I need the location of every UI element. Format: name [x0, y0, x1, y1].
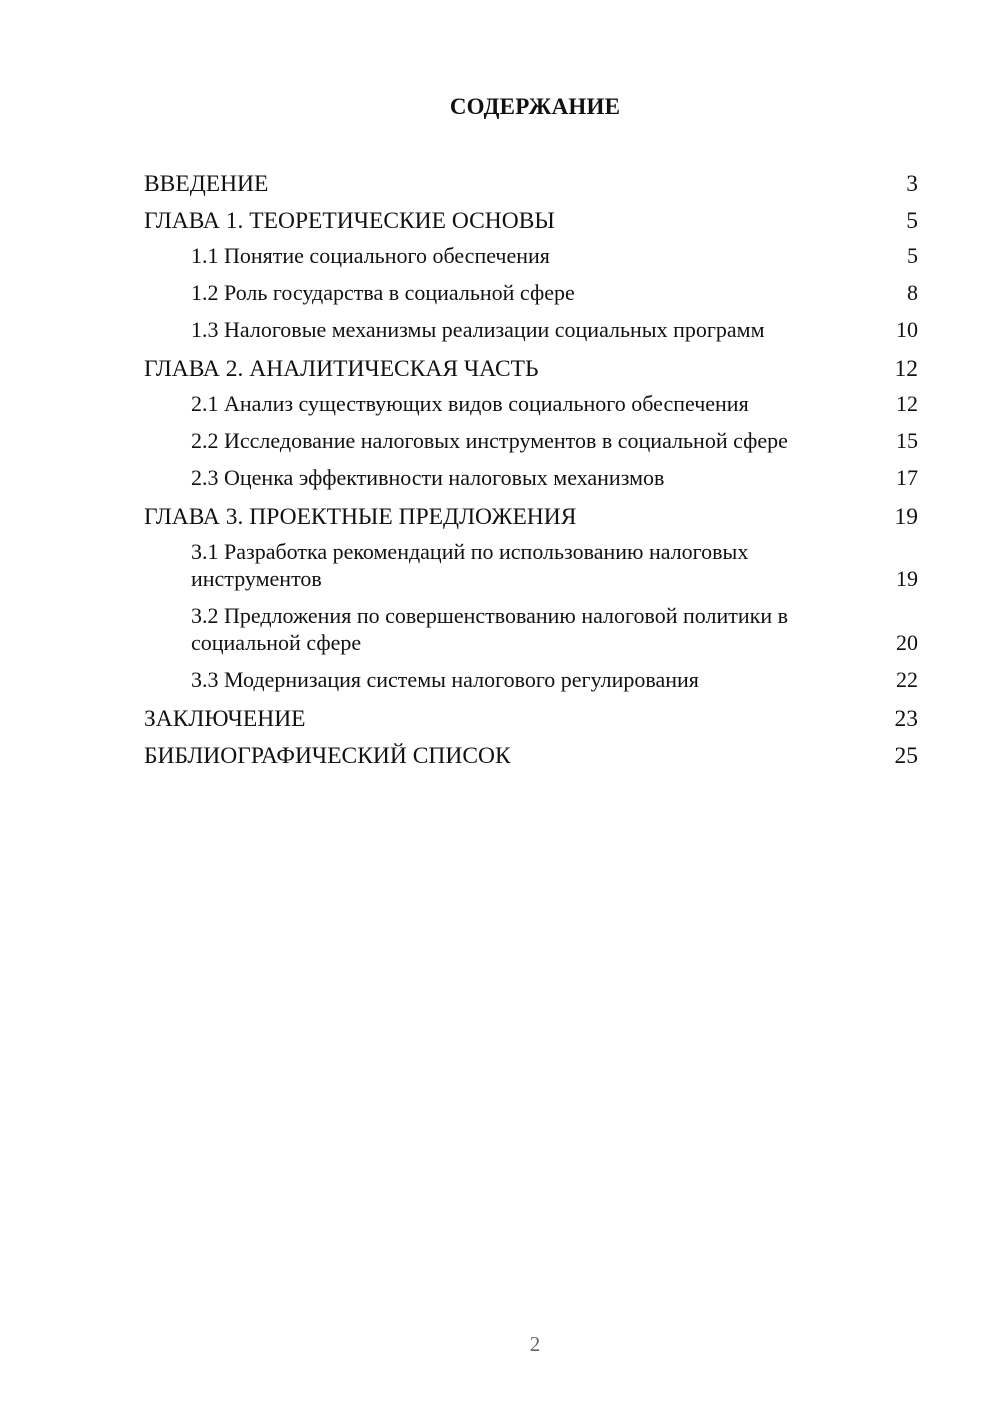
toc-entry-label: ГЛАВА 2. АНАЛИТИЧЕСКАЯ ЧАСТЬ — [144, 356, 539, 382]
toc-entry-label: 2.1 Анализ существующих видов социального обеспечения — [191, 391, 749, 416]
toc-entry-section-2-3[interactable] — [144, 464, 918, 501]
toc-entry-section-2-1[interactable] — [144, 390, 918, 427]
toc-entry-bibliography[interactable] — [144, 740, 918, 777]
toc-entry-section-1-2[interactable] — [144, 279, 918, 316]
toc-entry-section-3-3[interactable] — [144, 666, 918, 703]
toc-entry-label: БИБЛИОГРАФИЧЕСКИЙ СПИСОК — [144, 743, 511, 769]
toc-entry-page: 12 — [894, 356, 918, 382]
toc-entry-page: 8 — [907, 280, 918, 305]
toc-entry-page: 15 — [896, 428, 918, 453]
toc-entry-page: 5 — [907, 243, 918, 268]
toc-entry-label: 1.3 Налоговые механизмы реализации социальных программ — [191, 317, 765, 342]
toc-entry-label: 3.1 Разработка рекомендаций по использованию налоговых инструментов — [191, 539, 749, 591]
toc-entry-page: 20 — [896, 630, 918, 655]
toc-entry-page: 25 — [894, 743, 918, 769]
toc-entry-page: 12 — [896, 391, 918, 416]
toc-entry-label: 2.2 Исследование налоговых инструментов в социальной сфере — [191, 428, 788, 453]
toc-entry-section-2-2[interactable] — [144, 427, 918, 464]
toc-entry-page: 23 — [894, 706, 918, 732]
toc-entry-conclusion[interactable] — [144, 703, 918, 740]
toc-entry-introduction[interactable] — [144, 168, 918, 205]
toc-entry-page: 19 — [896, 566, 918, 591]
toc-entry-label: 1.1 Понятие социального обеспечения — [191, 243, 550, 268]
toc-entry-label: 2.3 Оценка эффективности налоговых механизмов — [191, 465, 665, 490]
toc-entry-chapter-1[interactable] — [144, 205, 918, 242]
toc-entry-label: 1.2 Роль государства в социальной сфере — [191, 280, 575, 305]
toc-entry-page: 19 — [894, 504, 918, 530]
toc-entry-section-1-1[interactable] — [144, 242, 918, 279]
toc-entry-chapter-3[interactable] — [144, 501, 918, 538]
toc-entry-label: ГЛАВА 1. ТЕОРЕТИЧЕСКИЕ ОСНОВЫ — [144, 208, 555, 234]
toc-entry-page: 5 — [906, 208, 918, 234]
toc-entry-page: 17 — [896, 465, 918, 490]
toc-entry-label: ГЛАВА 3. ПРОЕКТНЫЕ ПРЕДЛОЖЕНИЯ — [144, 504, 577, 530]
toc-entry-label: ВВЕДЕНИЕ — [144, 171, 269, 197]
toc-entry-section-3-1[interactable] — [144, 538, 918, 602]
toc-entry-page: 3 — [906, 171, 918, 197]
toc-entry-section-3-2[interactable] — [144, 602, 918, 666]
toc-entry-section-1-3[interactable] — [144, 316, 918, 353]
page-number: 2 — [529, 1332, 541, 1356]
toc-entry-label: 3.2 Предложения по совершенствованию налоговой политики в социальной сфере — [191, 603, 788, 655]
toc-entry-label: 3.3 Модернизация системы налогового регулирования — [191, 667, 699, 692]
toc-entry-page: 22 — [896, 667, 918, 692]
toc-entry-page: 10 — [896, 317, 918, 342]
table-of-contents — [144, 168, 918, 777]
toc-entry-chapter-2[interactable] — [144, 353, 918, 390]
toc-entry-label: ЗАКЛЮЧЕНИЕ — [144, 706, 306, 732]
page-title: СОДЕРЖАНИЕ — [449, 94, 621, 119]
